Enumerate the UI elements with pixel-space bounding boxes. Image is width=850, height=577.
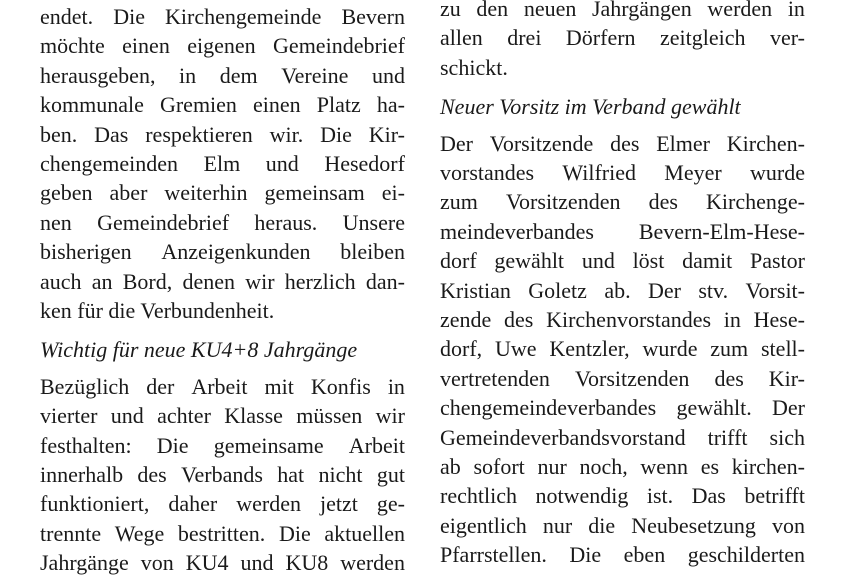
text-line [440, 481, 805, 510]
text-line [40, 431, 405, 460]
word: des [648, 189, 678, 215]
word: Kentzler, [549, 336, 630, 362]
word: Vorsitzenden [506, 189, 621, 215]
word: sich [769, 424, 805, 450]
word: Vorsitzenden [574, 365, 690, 391]
word: innerhalb [40, 462, 124, 487]
word: Die [569, 542, 602, 568]
word: wenn [640, 454, 689, 479]
word: zende [440, 307, 492, 332]
word: Vorsitzende [489, 130, 594, 156]
word: Meyer [664, 160, 722, 185]
text-line [440, 158, 805, 187]
word: gewählt. [676, 395, 752, 421]
word: Pfarrstellen. [440, 542, 547, 568]
word: bleiben [340, 239, 405, 265]
text-line: schickt. [440, 54, 508, 80]
word: Arbeit [191, 373, 248, 399]
word: Die [113, 4, 145, 29]
word: Dörfern [565, 25, 636, 51]
word: Der [647, 277, 681, 303]
word: herzlich [284, 268, 356, 294]
text-line [40, 237, 405, 266]
word: Konfis [310, 373, 371, 399]
word: Elm [203, 151, 241, 176]
text-line [40, 178, 405, 207]
word: respektieren [145, 121, 253, 147]
word: ben. [40, 121, 78, 147]
text-line [440, 187, 805, 216]
word: es [700, 454, 720, 479]
word: wurde [642, 336, 698, 362]
text-line [40, 90, 405, 119]
text-line [440, 305, 805, 334]
text-line [40, 401, 405, 430]
text-line [40, 2, 405, 31]
word: Kir- [368, 121, 405, 147]
word: stv. [698, 277, 729, 303]
text-line [440, 511, 805, 540]
word: Die [278, 520, 311, 546]
word: des [714, 365, 744, 391]
word: Neubesetzung [631, 512, 756, 538]
text-line [440, 23, 805, 52]
word: werden [236, 491, 301, 517]
word: geschilderten [687, 542, 805, 568]
word: achter [157, 403, 211, 429]
word: dorf, [440, 336, 483, 362]
word: Arbeit [348, 432, 405, 458]
word: ge- [376, 491, 405, 517]
text-line [40, 61, 405, 90]
word: in [179, 62, 197, 88]
word: funktioniert, [40, 491, 150, 517]
word: vorstandes [440, 160, 535, 185]
word: ab. [604, 277, 631, 303]
text-line [40, 372, 405, 401]
word: heraus. [254, 209, 318, 235]
word: wir. [269, 121, 304, 147]
word: der [146, 373, 175, 399]
text-line [40, 548, 405, 577]
text-line [40, 120, 405, 149]
word: Die [156, 432, 189, 458]
text-line [440, 246, 805, 275]
word: Kirchengemeinde [165, 4, 322, 29]
word: ab [440, 454, 461, 479]
word: Der [440, 130, 473, 156]
word: Der [772, 395, 805, 421]
word: dan- [365, 268, 405, 294]
section-heading: Neuer Vorsitz im Verband gewählt [440, 94, 741, 120]
word: ver- [770, 25, 805, 51]
word: in [787, 0, 805, 21]
word: Kirchenge- [706, 189, 805, 215]
word: Die [320, 121, 352, 147]
word: und [581, 248, 615, 274]
word: Bevern [341, 4, 405, 29]
word: Goletz [528, 277, 587, 303]
word: wir [375, 403, 405, 429]
word: eigenen [187, 33, 256, 59]
word: vertretenden [440, 365, 550, 391]
word: Klasse [224, 403, 283, 429]
word: bestritten. [177, 520, 266, 546]
text-line [40, 460, 405, 489]
word: Vorsit- [745, 277, 805, 303]
text-line [40, 31, 405, 60]
word: Platz [316, 92, 361, 118]
word: wir [245, 268, 275, 294]
text-line [440, 364, 805, 393]
text-line [40, 519, 405, 548]
word: kommunale [40, 92, 144, 118]
word: Anzeigenkunden [161, 239, 311, 265]
text-line [40, 489, 405, 518]
word: werden [707, 0, 773, 21]
word: sofort [473, 454, 525, 479]
text-line [440, 423, 805, 452]
word: meindeverbandes [440, 218, 594, 244]
word: eigentlich [440, 512, 527, 538]
word: Gemeindeverbandsvorstand [440, 424, 686, 450]
word: aktuellen [324, 520, 405, 546]
word: aber [109, 180, 148, 206]
word: zum [440, 189, 478, 215]
word: neuen [523, 0, 577, 21]
word: Hese- [753, 307, 805, 332]
word: festhalten: [40, 432, 132, 458]
word: und [110, 403, 144, 429]
word: in [387, 373, 405, 399]
word: bisherigen [40, 239, 132, 265]
word: Uwe [494, 336, 537, 362]
word: Gremien [159, 92, 237, 118]
word: müssen [296, 403, 363, 429]
word: drei [507, 25, 542, 51]
word: weiterhin [164, 180, 248, 206]
word: Kirchenvorstandes [546, 307, 712, 332]
text-line [440, 334, 805, 363]
word: Unsere [342, 209, 405, 235]
word: nur [542, 512, 573, 538]
word: Wege [114, 520, 165, 546]
word: Bevern-Elm-Hese- [638, 218, 805, 244]
word: löst [632, 248, 665, 274]
word: gemeinsam [264, 180, 365, 206]
word: Kir- [768, 365, 805, 391]
word: wurde [750, 160, 805, 185]
word: Jahrgängen [591, 0, 692, 21]
word: Wilfried [562, 160, 637, 185]
text-line [40, 208, 405, 237]
word: allen [440, 25, 483, 51]
word: herausgeben, [40, 62, 156, 88]
text-line [440, 0, 805, 23]
text-line [40, 149, 405, 178]
word: Das [94, 121, 129, 147]
word: zu [440, 0, 461, 21]
word: Verbands [181, 462, 263, 487]
word: hat [277, 462, 305, 487]
word: Das [691, 483, 726, 509]
word: möchte [40, 33, 105, 59]
word: ist. [646, 483, 674, 509]
word: ei- [381, 180, 405, 206]
word: chengemeindeverbandes [440, 395, 657, 421]
word: Elmer [656, 130, 710, 156]
word: Gemeindebrief [97, 209, 230, 235]
word: des [137, 462, 167, 487]
text-line [440, 540, 805, 569]
word: trifft [707, 424, 748, 450]
word: daher [168, 491, 218, 517]
text-line [440, 452, 805, 481]
word: auch [40, 268, 82, 294]
word: den [476, 0, 509, 21]
word: und [371, 62, 405, 88]
text-line [40, 267, 405, 296]
word: chengemeinden [40, 151, 179, 176]
word: des [610, 130, 640, 156]
word: noch, [579, 454, 628, 479]
word: Gemeindebrief [273, 33, 405, 59]
section-heading: Wichtig für neue KU4+8 Jahrgänge [40, 337, 358, 363]
text-line [440, 276, 805, 305]
word: gemeinsame [213, 432, 324, 458]
word: einen [253, 92, 301, 118]
word: KU8 [285, 550, 329, 576]
word: notwendig [535, 483, 629, 509]
word: Hesedorf [324, 151, 405, 176]
word: rechtlich [440, 483, 517, 509]
word: Bord, [122, 268, 173, 294]
word: an [91, 268, 113, 294]
word: nen [40, 209, 72, 235]
text-line: ken für die Verbundenheit. [40, 298, 275, 323]
text-line [440, 393, 805, 422]
word: dorf [440, 248, 477, 274]
word: geben [40, 180, 93, 206]
word: Vereine [281, 62, 349, 88]
word: ha- [376, 92, 405, 118]
word: stell- [761, 336, 805, 362]
word: des [504, 307, 534, 332]
word: werden [340, 550, 405, 576]
word: und [265, 151, 299, 176]
word: dem [219, 62, 258, 88]
word: Kirchen- [726, 130, 805, 156]
word: betrifft [744, 483, 805, 509]
word: von [140, 550, 174, 576]
word: KU4 [185, 550, 229, 576]
word: kirchen- [731, 454, 805, 479]
word: Bezüglich [40, 373, 130, 399]
word: denen [182, 268, 235, 294]
word: jetzt [319, 491, 358, 517]
word: eben [623, 542, 666, 568]
word: Pastor [749, 248, 805, 274]
word: endet. [40, 4, 94, 29]
word: gut [376, 462, 405, 487]
word: in [723, 307, 741, 332]
word: nur [537, 454, 567, 479]
word: zum [710, 336, 749, 362]
word: von [771, 512, 805, 538]
word: nicht [318, 462, 363, 487]
word: gewählt [494, 248, 565, 274]
word: zeitgleich [660, 25, 746, 51]
word: trennte [40, 520, 102, 546]
word: mit [264, 373, 294, 399]
word: Kristian [440, 277, 511, 303]
word: die [588, 512, 616, 538]
word: vierter [40, 403, 98, 429]
text-line [440, 217, 805, 246]
word: Jahrgänge [40, 550, 129, 576]
word: und [240, 550, 274, 576]
word: einen [122, 33, 170, 59]
word: damit [682, 248, 733, 274]
text-line [440, 129, 805, 158]
